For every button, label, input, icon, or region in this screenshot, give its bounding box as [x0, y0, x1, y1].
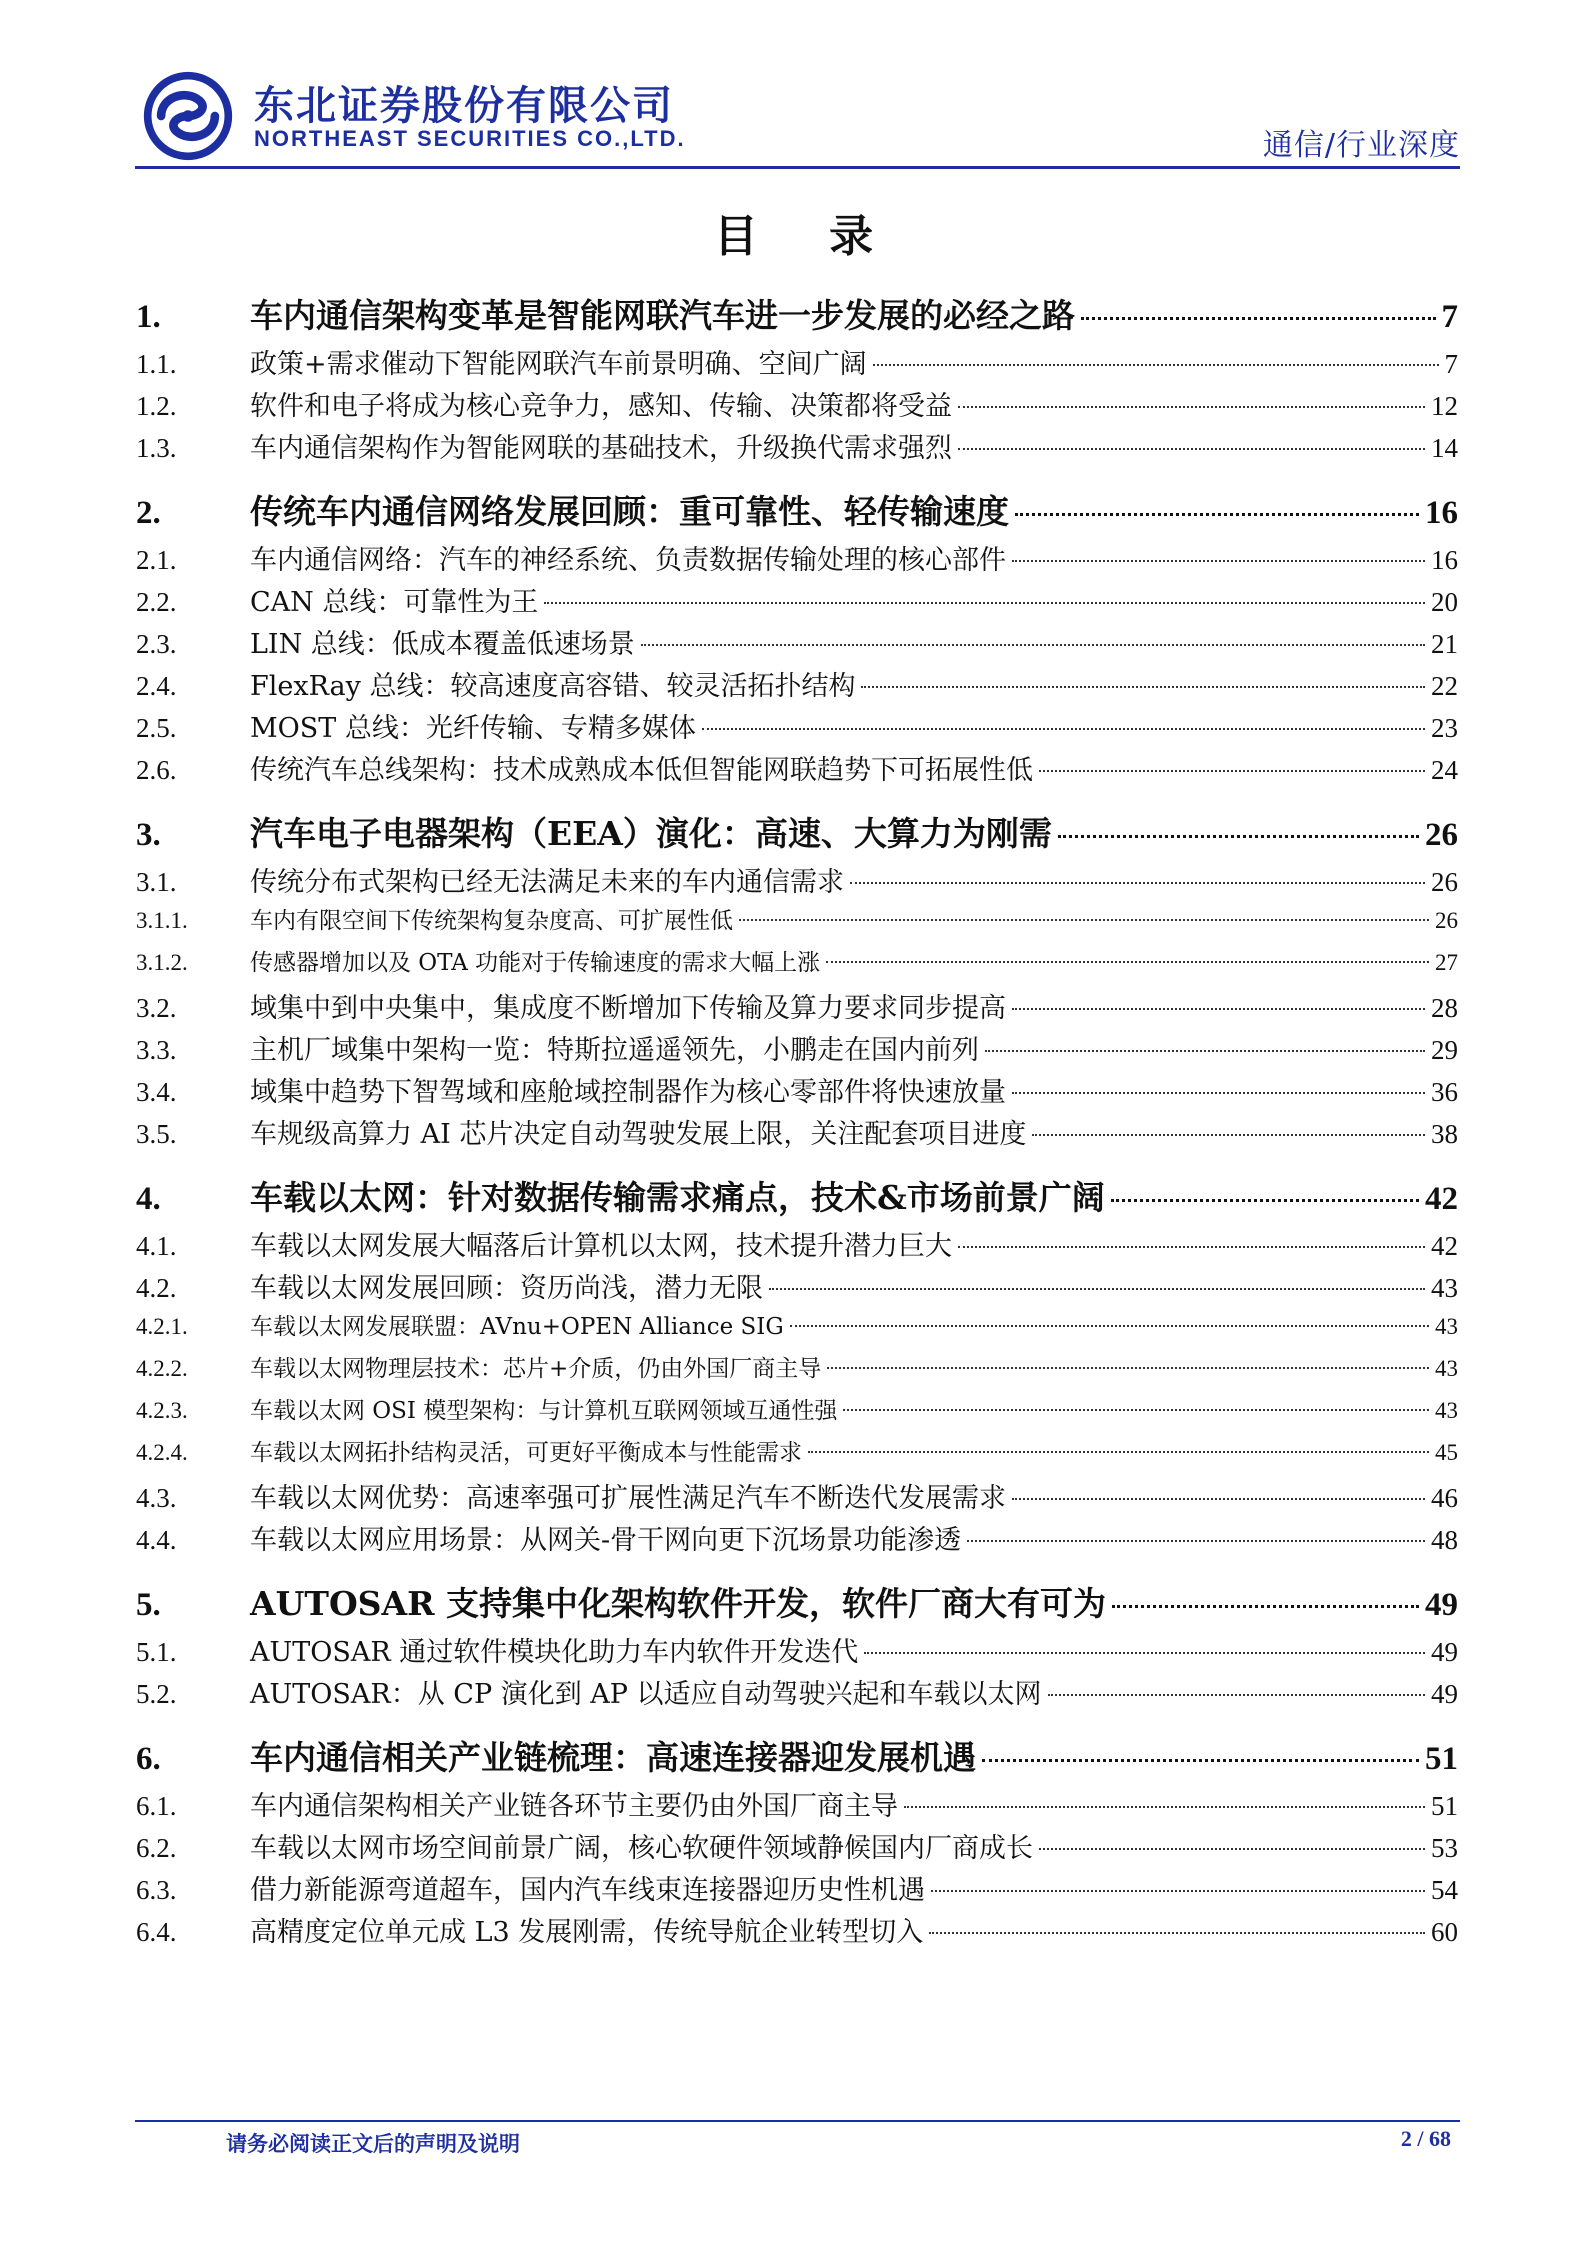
toc-entry-number: 4.2. [136, 1273, 177, 1303]
toc-entry-level-1[interactable] [136, 790, 1458, 860]
toc-entry-number: 1.2. [136, 391, 177, 421]
toc-entry-level-2[interactable] [136, 664, 1458, 706]
toc-entry-level-2[interactable] [136, 1910, 1458, 1952]
toc-dot-leader [1058, 835, 1419, 838]
toc-entry-level-2[interactable] [136, 1826, 1458, 1868]
toc-dot-leader [904, 1806, 1425, 1808]
toc-dot-leader [931, 1890, 1425, 1892]
toc-dot-leader [958, 1246, 1425, 1248]
toc-dot-leader [843, 1409, 1429, 1411]
toc-entry-number: 3.2. [136, 993, 177, 1023]
toc-dot-leader [1039, 1848, 1425, 1850]
toc-dot-leader [1112, 1605, 1419, 1608]
toc-dot-leader [544, 602, 1425, 604]
toc-entry-number: 5.1. [136, 1637, 177, 1667]
toc-dot-leader [1015, 513, 1419, 516]
toc-entry-level-2[interactable] [136, 1112, 1458, 1154]
toc-entry-title: 域集中到中央集中，集成度不断增加下传输及算力要求同步提高 [250, 993, 1006, 1024]
toc-dot-leader [641, 644, 1425, 646]
toc-entry-level-2[interactable] [136, 748, 1458, 790]
toc-entry-title: 车载以太网市场空间前景广阔，核心软硬件领域静候国内厂商成长 [250, 1833, 1033, 1864]
toc-entry-title: 车载以太网发展联盟：AVnu+OPEN Alliance SIG [250, 1314, 784, 1340]
toc-dot-leader [1081, 317, 1436, 320]
page-header [130, 68, 1460, 164]
toc-entry-level-1[interactable] [136, 468, 1458, 538]
toc-entry-number: 4.2.4. [136, 1440, 188, 1465]
toc-entry-title: FlexRay 总线：较高速度高容错、较灵活拓扑结构 [250, 671, 856, 702]
northeast-securities-logo-icon [140, 68, 236, 164]
toc-entry-number: 2.3. [136, 629, 177, 659]
toc-entry-level-1[interactable] [136, 272, 1458, 342]
toc-entry-number: 3.3. [136, 1035, 177, 1065]
toc-entry-level-1[interactable] [136, 1154, 1458, 1224]
toc-dot-leader [1012, 1498, 1425, 1500]
toc-entry-page: 54 [1431, 1875, 1458, 1905]
toc-entry-number: 4.2.1. [136, 1314, 188, 1339]
toc-entry-title: 车内通信相关产业链梳理：高速连接器迎发展机遇 [250, 1738, 976, 1777]
toc-entry-page: 42 [1431, 1231, 1458, 1261]
toc-entry-page: 7 [1441, 299, 1458, 335]
footer-divider [135, 2120, 1460, 2122]
toc-entry-page: 53 [1431, 1833, 1458, 1863]
toc-entry-title: 传统车内通信网络发展回顾：重可靠性、轻传输速度 [250, 492, 1009, 531]
toc-dot-leader [1039, 770, 1425, 772]
toc-dot-leader [1048, 1694, 1425, 1696]
toc-entry-title: 政策+需求催动下智能网联汽车前景明确、空间广阔 [250, 349, 867, 380]
toc-dot-leader [1012, 560, 1425, 562]
toc-entry-page: 43 [1435, 1356, 1458, 1381]
toc-entry-title: AUTOSAR 通过软件模块化助力车内软件开发迭代 [250, 1637, 859, 1668]
toc-dot-leader [861, 686, 1425, 688]
page-number: 2 / 68 [1400, 2126, 1451, 2151]
toc-entry-number: 3.5. [136, 1119, 177, 1149]
toc-entry-number: 6.3. [136, 1875, 177, 1905]
toc-entry-title: AUTOSAR：从 CP 演化到 AP 以适应自动驾驶兴起和车载以太网 [250, 1679, 1042, 1710]
toc-entry-title: 域集中趋势下智驾域和座舱域控制器作为核心零部件将快速放量 [250, 1077, 1006, 1108]
toc-dot-leader [790, 1325, 1429, 1327]
toc-entry-title: 汽车电子电器架构（EEA）演化：高速、大算力为刚需 [250, 814, 1052, 853]
toc-dot-leader [1111, 1199, 1419, 1202]
toc-entry-title: 传统分布式架构已经无法满足未来的车内通信需求 [250, 867, 844, 898]
footer-disclaimer: 请务必阅读正文后的声明及说明 [226, 2132, 520, 2156]
toc-dot-leader [826, 961, 1429, 963]
toc-entry-number: 1.3. [136, 433, 177, 463]
toc-entry-page: 26 [1431, 867, 1458, 897]
toc-entry-title: 车内通信架构变革是智能网联汽车进一步发展的必经之路 [250, 296, 1075, 335]
toc-entry-page: 26 [1435, 908, 1458, 933]
report-category: 通信/行业深度 [1262, 128, 1460, 163]
toc-entry-page: 60 [1431, 1917, 1458, 1947]
toc-entry-title: 传感器增加以及 OTA 功能对于传输速度的需求大幅上涨 [250, 950, 821, 976]
toc-entry-number: 3.1. [136, 867, 177, 897]
toc-entry-level-3[interactable] [136, 1434, 1458, 1476]
toc-entry-title: 车载以太网发展回顾：资历尚浅，潜力无限 [250, 1273, 763, 1304]
toc-entry-title: 车载以太网物理层技术：芯片+介质，仍由外国厂商主导 [250, 1356, 822, 1382]
toc-dot-leader [985, 1050, 1425, 1052]
toc-entry-number: 2. [136, 495, 161, 531]
toc-entry-title: 车载以太网发展大幅落后计算机以太网，技术提升潜力巨大 [250, 1231, 952, 1262]
toc-entry-number: 3.1.1. [136, 908, 188, 933]
toc-entry-level-3[interactable] [136, 1350, 1458, 1392]
toc-entry-level-2[interactable] [136, 1868, 1458, 1910]
toc-entry-page: 49 [1425, 1587, 1458, 1623]
toc-entry-number: 4.3. [136, 1483, 177, 1513]
toc-dot-leader [873, 364, 1439, 366]
toc-entry-level-2[interactable] [136, 1784, 1458, 1826]
toc-entry-page: 16 [1431, 545, 1458, 575]
toc-entry-level-1[interactable] [136, 1560, 1458, 1630]
toc-entry-page: 36 [1431, 1077, 1458, 1107]
table-of-contents [136, 272, 1458, 1952]
toc-entry-level-2[interactable] [136, 622, 1458, 664]
toc-entry-level-2[interactable] [136, 538, 1458, 580]
toc-entry-page: 12 [1431, 391, 1458, 421]
toc-entry-page: 43 [1435, 1398, 1458, 1423]
toc-entry-page: 21 [1431, 629, 1458, 659]
toc-entry-title: CAN 总线：可靠性为王 [250, 587, 539, 618]
toc-entry-number: 4.2.2. [136, 1356, 188, 1381]
company-name-cn: 东北证券股份有限公司 [254, 83, 674, 129]
toc-entry-level-2[interactable] [136, 1672, 1458, 1714]
toc-entry-number: 1. [136, 299, 161, 335]
toc-entry-title: 软件和电子将成为核心竞争力，感知、传输、决策都将受益 [250, 391, 952, 422]
toc-dot-leader [1012, 1008, 1425, 1010]
toc-entry-level-2[interactable] [136, 1224, 1458, 1266]
toc-title: 目 录 [713, 211, 902, 262]
toc-entry-level-2[interactable] [136, 706, 1458, 748]
header-divider [135, 166, 1460, 169]
toc-entry-level-3[interactable] [136, 944, 1458, 986]
toc-entry-page: 51 [1425, 1741, 1458, 1777]
toc-entry-title: 车载以太网应用场景：从网关-骨干网向更下沉场景功能渗透 [250, 1525, 962, 1556]
toc-entry-title: 借力新能源弯道超车，国内汽车线束连接器迎历史性机遇 [250, 1875, 925, 1906]
toc-entry-level-2[interactable] [136, 860, 1458, 902]
toc-entry-title: 传统汽车总线架构：技术成熟成本低但智能网联趋势下可拓展性低 [250, 755, 1033, 786]
toc-entry-number: 2.1. [136, 545, 177, 575]
toc-entry-number: 2.4. [136, 671, 177, 701]
toc-dot-leader [1032, 1134, 1425, 1136]
toc-entry-level-2[interactable] [136, 426, 1458, 468]
toc-entry-title: LIN 总线：低成本覆盖低速场景 [250, 629, 635, 660]
toc-entry-number: 4.2.3. [136, 1398, 188, 1423]
toc-entry-number: 3. [136, 817, 161, 853]
toc-dot-leader [769, 1288, 1425, 1290]
toc-entry-page: 43 [1435, 1314, 1458, 1339]
toc-entry-number: 4. [136, 1181, 161, 1217]
toc-entry-page: 45 [1435, 1440, 1458, 1465]
toc-entry-level-1[interactable] [136, 1714, 1458, 1784]
toc-entry-level-2[interactable] [136, 986, 1458, 1028]
toc-entry-level-2[interactable] [136, 1476, 1458, 1518]
toc-entry-page: 29 [1431, 1035, 1458, 1065]
toc-entry-number: 4.4. [136, 1525, 177, 1555]
toc-entry-page: 7 [1444, 349, 1458, 379]
toc-entry-title: 车内通信架构作为智能网联的基础技术，升级换代需求强烈 [250, 433, 952, 464]
toc-entry-level-2[interactable] [136, 1070, 1458, 1112]
toc-entry-page: 24 [1431, 755, 1458, 785]
toc-entry-page: 49 [1431, 1679, 1458, 1709]
toc-dot-leader [958, 406, 1425, 408]
toc-entry-title: MOST 总线：光纤传输、专精多媒体 [250, 713, 696, 744]
toc-entry-number: 6. [136, 1741, 161, 1777]
toc-entry-level-2[interactable] [136, 384, 1458, 426]
toc-entry-title: 车内有限空间下传统架构复杂度高、可扩展性低 [250, 908, 733, 934]
toc-entry-number: 1.1. [136, 349, 177, 379]
toc-entry-page: 23 [1431, 713, 1458, 743]
toc-entry-title: 高精度定位单元成 L3 发展刚需，传统导航企业转型切入 [250, 1917, 924, 1948]
toc-entry-page: 43 [1431, 1273, 1458, 1303]
toc-entry-number: 5. [136, 1587, 161, 1623]
toc-entry-title: 车载以太网拓扑结构灵活，可更好平衡成本与性能需求 [250, 1440, 802, 1466]
toc-entry-page: 42 [1425, 1181, 1458, 1217]
company-name-en: NORTHEAST SECURITIES CO.,LTD. [254, 126, 686, 151]
toc-dot-leader [929, 1932, 1425, 1934]
toc-entry-title: 车规级高算力 AI 芯片决定自动驾驶发展上限，关注配套项目进度 [250, 1119, 1027, 1150]
toc-entry-page: 46 [1431, 1483, 1458, 1513]
toc-entry-number: 2.2. [136, 587, 177, 617]
toc-entry-title: 车载以太网：针对数据传输需求痛点，技术&市场前景广阔 [250, 1178, 1105, 1217]
toc-entry-title: 车载以太网 OSI 模型架构：与计算机互联网领域互通性强 [250, 1398, 838, 1424]
toc-entry-number: 6.4. [136, 1917, 177, 1947]
toc-dot-leader [827, 1367, 1429, 1369]
toc-entry-page: 49 [1431, 1637, 1458, 1667]
toc-dot-leader [739, 919, 1429, 921]
toc-entry-number: 2.6. [136, 755, 177, 785]
toc-entry-level-3[interactable] [136, 902, 1458, 944]
toc-entry-number: 2.5. [136, 713, 177, 743]
toc-entry-level-3[interactable] [136, 1308, 1458, 1350]
toc-entry-page: 22 [1431, 671, 1458, 701]
toc-entry-title: 车内通信架构相关产业链各环节主要仍由外国厂商主导 [250, 1791, 898, 1822]
toc-entry-number: 3.4. [136, 1077, 177, 1107]
toc-entry-level-3[interactable] [136, 1392, 1458, 1434]
toc-dot-leader [850, 882, 1425, 884]
toc-entry-title: 车内通信网络：汽车的神经系统、负责数据传输处理的核心部件 [250, 545, 1006, 576]
toc-dot-leader [982, 1759, 1419, 1762]
toc-dot-leader [702, 728, 1425, 730]
toc-dot-leader [808, 1451, 1429, 1453]
toc-entry-number: 3.1.2. [136, 950, 188, 975]
toc-entry-page: 38 [1431, 1119, 1458, 1149]
toc-dot-leader [958, 448, 1425, 450]
toc-entry-level-2[interactable] [136, 1518, 1458, 1560]
toc-entry-page: 26 [1425, 817, 1458, 853]
toc-entry-page: 27 [1435, 950, 1458, 975]
toc-entry-page: 51 [1431, 1791, 1458, 1821]
toc-dot-leader [1012, 1092, 1425, 1094]
toc-entry-level-2[interactable] [136, 580, 1458, 622]
toc-entry-page: 28 [1431, 993, 1458, 1023]
toc-entry-page: 16 [1425, 495, 1458, 531]
toc-entry-level-2[interactable] [136, 1028, 1458, 1070]
toc-entry-title: AUTOSAR 支持集中化架构软件开发，软件厂商大有可为 [250, 1584, 1107, 1623]
toc-entry-page: 20 [1431, 587, 1458, 617]
toc-entry-level-2[interactable] [136, 342, 1458, 384]
toc-entry-number: 6.2. [136, 1833, 177, 1863]
toc-entry-page: 14 [1431, 433, 1458, 463]
toc-entry-number: 4.1. [136, 1231, 177, 1261]
toc-dot-leader [864, 1652, 1425, 1654]
toc-entry-page: 48 [1431, 1525, 1458, 1555]
toc-entry-level-2[interactable] [136, 1630, 1458, 1672]
toc-entry-title: 主机厂域集中架构一览：特斯拉遥遥领先，小鹏走在国内前列 [250, 1035, 979, 1066]
toc-entry-level-2[interactable] [136, 1266, 1458, 1308]
toc-dot-leader [967, 1540, 1425, 1542]
toc-entry-number: 6.1. [136, 1791, 177, 1821]
toc-entry-number: 5.2. [136, 1679, 177, 1709]
toc-entry-title: 车载以太网优势：高速率强可扩展性满足汽车不断迭代发展需求 [250, 1483, 1006, 1514]
